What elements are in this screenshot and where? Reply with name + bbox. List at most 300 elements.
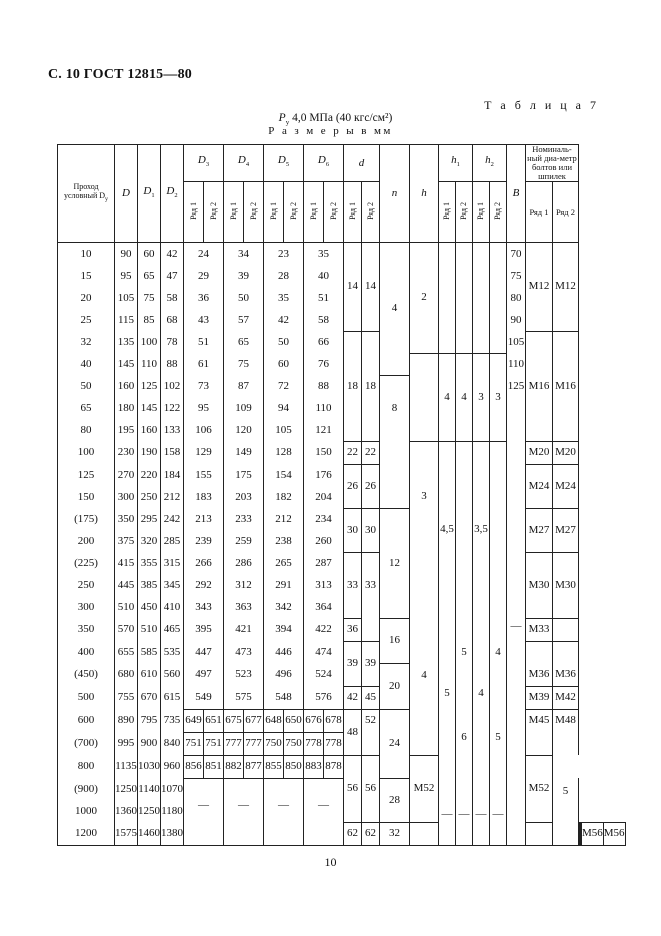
cell-D4: 259 xyxy=(224,530,264,552)
cell-D2: 122 xyxy=(161,397,184,419)
d-row2-header xyxy=(362,182,380,243)
cell-D5-row2: 650 xyxy=(284,709,304,732)
cell-d-row2: 52 xyxy=(362,709,380,732)
cell-D6: 204 xyxy=(304,486,344,508)
table-row xyxy=(58,641,626,664)
cell-d-row2: 14 xyxy=(362,243,380,332)
cell-D2: 960 xyxy=(161,755,184,778)
cell-B: 105 xyxy=(507,331,526,353)
cell-B: 110 xyxy=(507,353,526,375)
cell-D5: 128 xyxy=(264,441,304,464)
cell-n: 8 xyxy=(380,375,410,441)
cell-h xyxy=(410,353,439,441)
cell-D3: 239 xyxy=(184,530,224,552)
cell-D5-row1: 855 xyxy=(264,755,284,778)
cell-dy: (450) xyxy=(58,664,115,687)
cell-D1: 85 xyxy=(138,309,161,331)
cell-D5-row2: 750 xyxy=(284,732,304,755)
D5-dash: — xyxy=(278,799,289,811)
cell-bolt-row1: M39 xyxy=(526,686,553,709)
cell-D4: 34 xyxy=(224,243,264,266)
cell-bolt-row2: M27 xyxy=(553,508,579,552)
col-h2 xyxy=(473,145,507,182)
h1b-dash: — xyxy=(458,808,470,821)
cell-D5 xyxy=(264,778,304,845)
cell-d-row1: 48 xyxy=(344,709,362,755)
cell-d-row1: 36 xyxy=(344,618,362,641)
D6-row1-header xyxy=(304,182,324,243)
cell-D1: 250 xyxy=(138,486,161,508)
cell-D4: 421 xyxy=(224,618,264,641)
cell-h1-row1 xyxy=(410,822,439,845)
cell-D: 755 xyxy=(115,686,138,709)
cell-h2-row1: 3,5 xyxy=(473,441,490,618)
D4-row1-header xyxy=(224,182,244,243)
p-symbol: P xyxy=(278,112,286,124)
bolts-row2-header: Ряд 2 xyxy=(553,182,579,243)
cell-h: 5 xyxy=(553,778,579,845)
cell-D3: 95 xyxy=(184,397,224,419)
cell-D5: 291 xyxy=(264,574,304,596)
cell-D6 xyxy=(304,778,344,845)
D6-row2-header xyxy=(324,182,344,243)
cell-dy: 800 xyxy=(58,755,115,778)
cell-bolt-row1: M30 xyxy=(526,552,553,618)
cell-D6-row2: 778 xyxy=(324,732,344,755)
cell-D2: 315 xyxy=(161,552,184,574)
cell-D2: 184 xyxy=(161,464,184,486)
cell-bolt-row1: M52 xyxy=(410,755,439,822)
cell-D1: 190 xyxy=(138,441,161,464)
cell-h2-row2: 4 xyxy=(490,618,507,686)
D5-row2-header xyxy=(284,182,304,243)
cell-D1: 450 xyxy=(138,596,161,618)
cell-D: 145 xyxy=(115,353,138,375)
h1-5: 5 xyxy=(444,687,450,700)
cell-d-row2 xyxy=(362,618,380,641)
cell-D1: 160 xyxy=(138,419,161,441)
cell-D3: 61 xyxy=(184,353,224,375)
cell-D4-row1: 882 xyxy=(224,755,244,778)
cell-D3: 129 xyxy=(184,441,224,464)
cell-D5-row1: 750 xyxy=(264,732,284,755)
h2-4: 4 xyxy=(478,687,484,700)
cell-D5: 212 xyxy=(264,508,304,530)
cell-D6: 58 xyxy=(304,309,344,331)
cell-D4: 203 xyxy=(224,486,264,508)
cell-bolt-row2 xyxy=(553,641,579,664)
cell-h2-row2 xyxy=(490,243,507,354)
cell-h: 4 xyxy=(410,618,439,732)
cell-d-row1: 33 xyxy=(344,552,362,618)
rot-label: Ряд 2 xyxy=(459,201,468,220)
h2b-5: 5 xyxy=(495,731,501,744)
cell-dy: (700) xyxy=(58,732,115,755)
cell-d-row1: 14 xyxy=(344,243,362,332)
cell-h1-row2 xyxy=(456,686,473,845)
cell-d-row1: 30 xyxy=(344,508,362,552)
cell-D1: 1250 xyxy=(138,800,161,822)
cell-D1: 125 xyxy=(138,375,161,397)
cell-D4: 233 xyxy=(224,508,264,530)
cell-D1: 670 xyxy=(138,686,161,709)
table-row xyxy=(58,243,626,266)
d-row1-header xyxy=(344,182,362,243)
cell-D1: 75 xyxy=(138,287,161,309)
cell-D2: 102 xyxy=(161,375,184,397)
cell-D4: 363 xyxy=(224,596,264,618)
cell-D: 135 xyxy=(115,331,138,353)
cell-n: 4 xyxy=(380,243,410,376)
cell-D4: 109 xyxy=(224,397,264,419)
cell-D4: 87 xyxy=(224,375,264,397)
cell-D1: 585 xyxy=(138,641,161,664)
cell-D: 95 xyxy=(115,265,138,287)
cell-D6: 76 xyxy=(304,353,344,375)
D6-sub: 6 xyxy=(325,161,330,169)
cell-D6: 524 xyxy=(304,664,344,687)
cell-bolt-row2: M24 xyxy=(553,464,579,508)
cell-dy: (175) xyxy=(58,508,115,530)
cell-n: 16 xyxy=(380,618,410,664)
cell-D4 xyxy=(224,778,264,845)
D1-sub: 1 xyxy=(151,192,155,200)
cell-D4: 575 xyxy=(224,686,264,709)
cell-D1: 610 xyxy=(138,664,161,687)
D2-sub: 2 xyxy=(174,192,178,200)
cell-D2: 735 xyxy=(161,709,184,732)
cell-D4: 39 xyxy=(224,265,264,287)
cell-n: 20 xyxy=(380,664,410,710)
cell-D2: 1180 xyxy=(161,800,184,822)
cell-d-row2: 33 xyxy=(362,552,380,618)
cell-D1: 145 xyxy=(138,397,161,419)
cell-dy: 400 xyxy=(58,641,115,664)
col-passage xyxy=(58,145,115,243)
cell-D2: 410 xyxy=(161,596,184,618)
cell-B xyxy=(507,397,526,441)
cell-B: 70 xyxy=(507,243,526,266)
col-n: n xyxy=(380,145,410,243)
D4-sub: 4 xyxy=(245,161,250,169)
cell-h2-row1 xyxy=(473,243,490,354)
cell-bolt-row1: M12 xyxy=(526,243,553,332)
cell-dy: 15 xyxy=(58,265,115,287)
cell-D2: 158 xyxy=(161,441,184,464)
cell-B xyxy=(507,441,526,618)
cell-bolt-row2: M20 xyxy=(553,441,579,464)
col-D2 xyxy=(161,145,184,243)
rot-label: Ряд 2 xyxy=(288,201,298,220)
cell-h2-row1 xyxy=(473,618,490,686)
h2-dash: — xyxy=(475,808,487,821)
cell-D3 xyxy=(184,778,224,845)
cell-dy: 100 xyxy=(58,441,115,464)
cell-D5: 394 xyxy=(264,618,304,641)
col-D3 xyxy=(184,145,224,182)
cell-D5: 35 xyxy=(264,287,304,309)
cell-D5: 72 xyxy=(264,375,304,397)
cell-D4-row1: 777 xyxy=(224,732,244,755)
cell-D5-row1: 648 xyxy=(264,709,284,732)
h1-sub: 1 xyxy=(456,161,460,169)
D3-dash: — xyxy=(198,799,209,811)
cell-dy: 150 xyxy=(58,486,115,508)
cell-D6-row1: 778 xyxy=(304,732,324,755)
cell-D: 105 xyxy=(115,287,138,309)
cell-D: 195 xyxy=(115,419,138,441)
cell-D1: 900 xyxy=(138,732,161,755)
cell-bolt-row1 xyxy=(526,641,553,664)
cell-d-row2: 62 xyxy=(362,822,380,845)
table-caption-dims: Р а з м е р ы в мм xyxy=(268,125,393,137)
cell-D2: 560 xyxy=(161,664,184,687)
col-h: h xyxy=(410,145,439,243)
cell-B: 90 xyxy=(507,309,526,331)
cell-bolt-row1: M36 xyxy=(526,664,553,687)
cell-D: 230 xyxy=(115,441,138,464)
cell-d-row2: 30 xyxy=(362,508,380,552)
cell-D1: 65 xyxy=(138,265,161,287)
cell-D: 445 xyxy=(115,574,138,596)
cell-bolt-row1: M45 xyxy=(526,709,553,755)
cell-D6: 88 xyxy=(304,375,344,397)
cell-B xyxy=(507,618,526,845)
cell-D6: 260 xyxy=(304,530,344,552)
cell-D: 115 xyxy=(115,309,138,331)
cell-D2: 88 xyxy=(161,353,184,375)
cell-D3: 36 xyxy=(184,287,224,309)
cell-D3: 213 xyxy=(184,508,224,530)
cell-D2: 42 xyxy=(161,243,184,266)
cell-d-row2: 45 xyxy=(362,686,380,709)
col-d: d xyxy=(344,145,380,182)
cell-dy: 10 xyxy=(58,243,115,266)
cell-D3: 29 xyxy=(184,265,224,287)
cell-D1: 385 xyxy=(138,574,161,596)
cell-D3: 292 xyxy=(184,574,224,596)
cell-bolt-row2: M56 xyxy=(603,822,625,845)
table-row xyxy=(58,508,626,530)
cell-dy: 20 xyxy=(58,287,115,309)
cell-dy: (900) xyxy=(58,778,115,800)
page-number: 10 xyxy=(324,855,337,869)
cell-D6: 40 xyxy=(304,265,344,287)
D1-letter: D xyxy=(143,184,152,197)
passage-sub: у xyxy=(105,196,109,203)
cell-n: 12 xyxy=(380,508,410,618)
cell-D3: 43 xyxy=(184,309,224,331)
cell-D2: 133 xyxy=(161,419,184,441)
cell-D4: 50 xyxy=(224,287,264,309)
cell-bolt-row1: M33 xyxy=(526,618,553,641)
cell-dy: 125 xyxy=(58,464,115,486)
cell-B: 80 xyxy=(507,287,526,309)
cell-h1-row1: 4 xyxy=(439,353,456,441)
bolts-row1-header: Ряд 1 xyxy=(526,182,553,243)
cell-D5: 94 xyxy=(264,397,304,419)
cell-D6: 364 xyxy=(304,596,344,618)
cell-D5: 28 xyxy=(264,265,304,287)
cell-D2: 465 xyxy=(161,618,184,641)
D4-dash: — xyxy=(238,799,249,811)
D5-row1-header xyxy=(264,182,284,243)
cell-dy: 65 xyxy=(58,397,115,419)
cell-D5: 105 xyxy=(264,419,304,441)
cell-D6: 287 xyxy=(304,552,344,574)
cell-dy: 200 xyxy=(58,530,115,552)
cell-D6-row1: 676 xyxy=(304,709,324,732)
rot-label: Ряд 1 xyxy=(188,201,198,220)
cell-D3: 549 xyxy=(184,686,224,709)
cell-bolt-row2 xyxy=(553,618,579,641)
cell-dy: 600 xyxy=(58,709,115,732)
D5-letter: D xyxy=(277,154,286,167)
D4-letter: D xyxy=(237,154,246,167)
table-row xyxy=(58,441,626,464)
cell-d-row1: 22 xyxy=(344,441,362,464)
h2-row1-header xyxy=(473,182,490,243)
cell-D3-row1: 751 xyxy=(184,732,204,755)
cell-h: 3 xyxy=(410,441,439,552)
rot-label: Ряд 2 xyxy=(208,201,218,220)
cell-bolt-row2: M48 xyxy=(553,709,579,755)
cell-bolt-row1: M16 xyxy=(526,331,553,441)
cell-D: 415 xyxy=(115,552,138,574)
cell-bolt-row2: M30 xyxy=(553,552,579,618)
D3-sub: 3 xyxy=(205,161,210,169)
cell-D5: 42 xyxy=(264,309,304,331)
col-B: B xyxy=(507,145,526,243)
cell-d-row2: 18 xyxy=(362,331,380,441)
cell-D4-row2: 677 xyxy=(244,709,264,732)
cell-D4: 523 xyxy=(224,664,264,687)
cell-h: 2 xyxy=(410,243,439,354)
cell-D6: 422 xyxy=(304,618,344,641)
cell-D2: 1070 xyxy=(161,778,184,800)
cell-D2: 345 xyxy=(161,574,184,596)
col-D4 xyxy=(224,145,264,182)
cell-D2: 535 xyxy=(161,641,184,664)
h1-letter: h xyxy=(451,154,457,167)
cell-dy: 1200 xyxy=(58,822,115,845)
cell-D1: 355 xyxy=(138,552,161,574)
pressure-value: 4,0 МПа (40 кгс/см²) xyxy=(289,112,393,124)
cell-h1-row1 xyxy=(439,243,456,354)
cell-D3: 395 xyxy=(184,618,224,641)
cell-D3: 73 xyxy=(184,375,224,397)
col-D: D xyxy=(115,145,138,243)
cell-d-row2: 56 xyxy=(362,755,380,822)
h1-row2-header xyxy=(456,182,473,243)
cell-D6: 474 xyxy=(304,641,344,664)
D6-dash: — xyxy=(318,799,329,811)
rot-label: Ряд 1 xyxy=(268,201,278,220)
D3-row1-header xyxy=(184,182,204,243)
cell-dy: 300 xyxy=(58,596,115,618)
cell-D5: 182 xyxy=(264,486,304,508)
cell-D4: 57 xyxy=(224,309,264,331)
h1-row1-header xyxy=(439,182,456,243)
table-row xyxy=(58,709,626,732)
cell-D: 160 xyxy=(115,375,138,397)
cell-D5: 342 xyxy=(264,596,304,618)
p-subscript: у xyxy=(285,118,290,127)
rot-label: Ряд 1 xyxy=(476,201,485,220)
cell-h1-row1 xyxy=(439,686,456,845)
cell-D4: 286 xyxy=(224,552,264,574)
cell-h1-row1: 4,5 xyxy=(439,441,456,618)
cell-D3: 497 xyxy=(184,664,224,687)
cell-D4: 75 xyxy=(224,353,264,375)
cell-d-row1: 26 xyxy=(344,464,362,508)
cell-D: 1360 xyxy=(115,800,138,822)
cell-D6: 35 xyxy=(304,243,344,266)
cell-D: 270 xyxy=(115,464,138,486)
cell-D1: 1460 xyxy=(138,822,161,845)
cell-D1: 100 xyxy=(138,331,161,353)
cell-D3: 51 xyxy=(184,331,224,353)
cell-dy: 250 xyxy=(58,574,115,596)
cell-dy: 1000 xyxy=(58,800,115,822)
cell-dy: 40 xyxy=(58,353,115,375)
cell-d-row1: 42 xyxy=(344,686,362,709)
h2-sub: 2 xyxy=(490,161,494,169)
cell-D4: 65 xyxy=(224,331,264,353)
cell-D3: 266 xyxy=(184,552,224,574)
cell-n: 28 xyxy=(380,778,410,822)
rot-label: Ряд 2 xyxy=(365,201,375,220)
rot-label: Ряд 2 xyxy=(328,201,338,220)
cell-D5: 23 xyxy=(264,243,304,266)
cell-B: 125 xyxy=(507,375,526,397)
cell-h2-row2: 3 xyxy=(490,353,507,441)
cell-D6: 576 xyxy=(304,686,344,709)
cell-h2-row1 xyxy=(473,686,490,845)
cell-h2-row2 xyxy=(490,686,507,845)
h2-row2-header xyxy=(490,182,507,243)
cell-bolt-row2: M12 xyxy=(553,243,579,332)
cell-D: 1135 xyxy=(115,755,138,778)
cell-D4: 149 xyxy=(224,441,264,464)
col-D1 xyxy=(138,145,161,243)
cell-D: 375 xyxy=(115,530,138,552)
cell-D5: 60 xyxy=(264,353,304,375)
cell-D1: 320 xyxy=(138,530,161,552)
cell-D4: 312 xyxy=(224,574,264,596)
cell-n: 24 xyxy=(380,709,410,778)
cell-d-row1: 62 xyxy=(344,822,362,845)
cell-D1: 220 xyxy=(138,464,161,486)
cell-D3: 24 xyxy=(184,243,224,266)
cell-D2: 242 xyxy=(161,508,184,530)
col-D5 xyxy=(264,145,304,182)
cell-D4: 473 xyxy=(224,641,264,664)
cell-h1-row1 xyxy=(439,618,456,686)
table-label: Т а б л и ц а 7 xyxy=(484,98,599,112)
cell-h1-row2 xyxy=(526,822,553,845)
cell-D5: 154 xyxy=(264,464,304,486)
cell-h1-row2: 5 xyxy=(456,618,473,686)
cell-D5: 496 xyxy=(264,664,304,687)
cell-dy: 25 xyxy=(58,309,115,331)
cell-D5-row2: 850 xyxy=(284,755,304,778)
cell-D4-row2: 777 xyxy=(244,732,264,755)
cell-d-row2: 26 xyxy=(362,464,380,508)
cell-D5: 265 xyxy=(264,552,304,574)
cell-D3-row2: 651 xyxy=(204,709,224,732)
cell-D: 510 xyxy=(115,596,138,618)
